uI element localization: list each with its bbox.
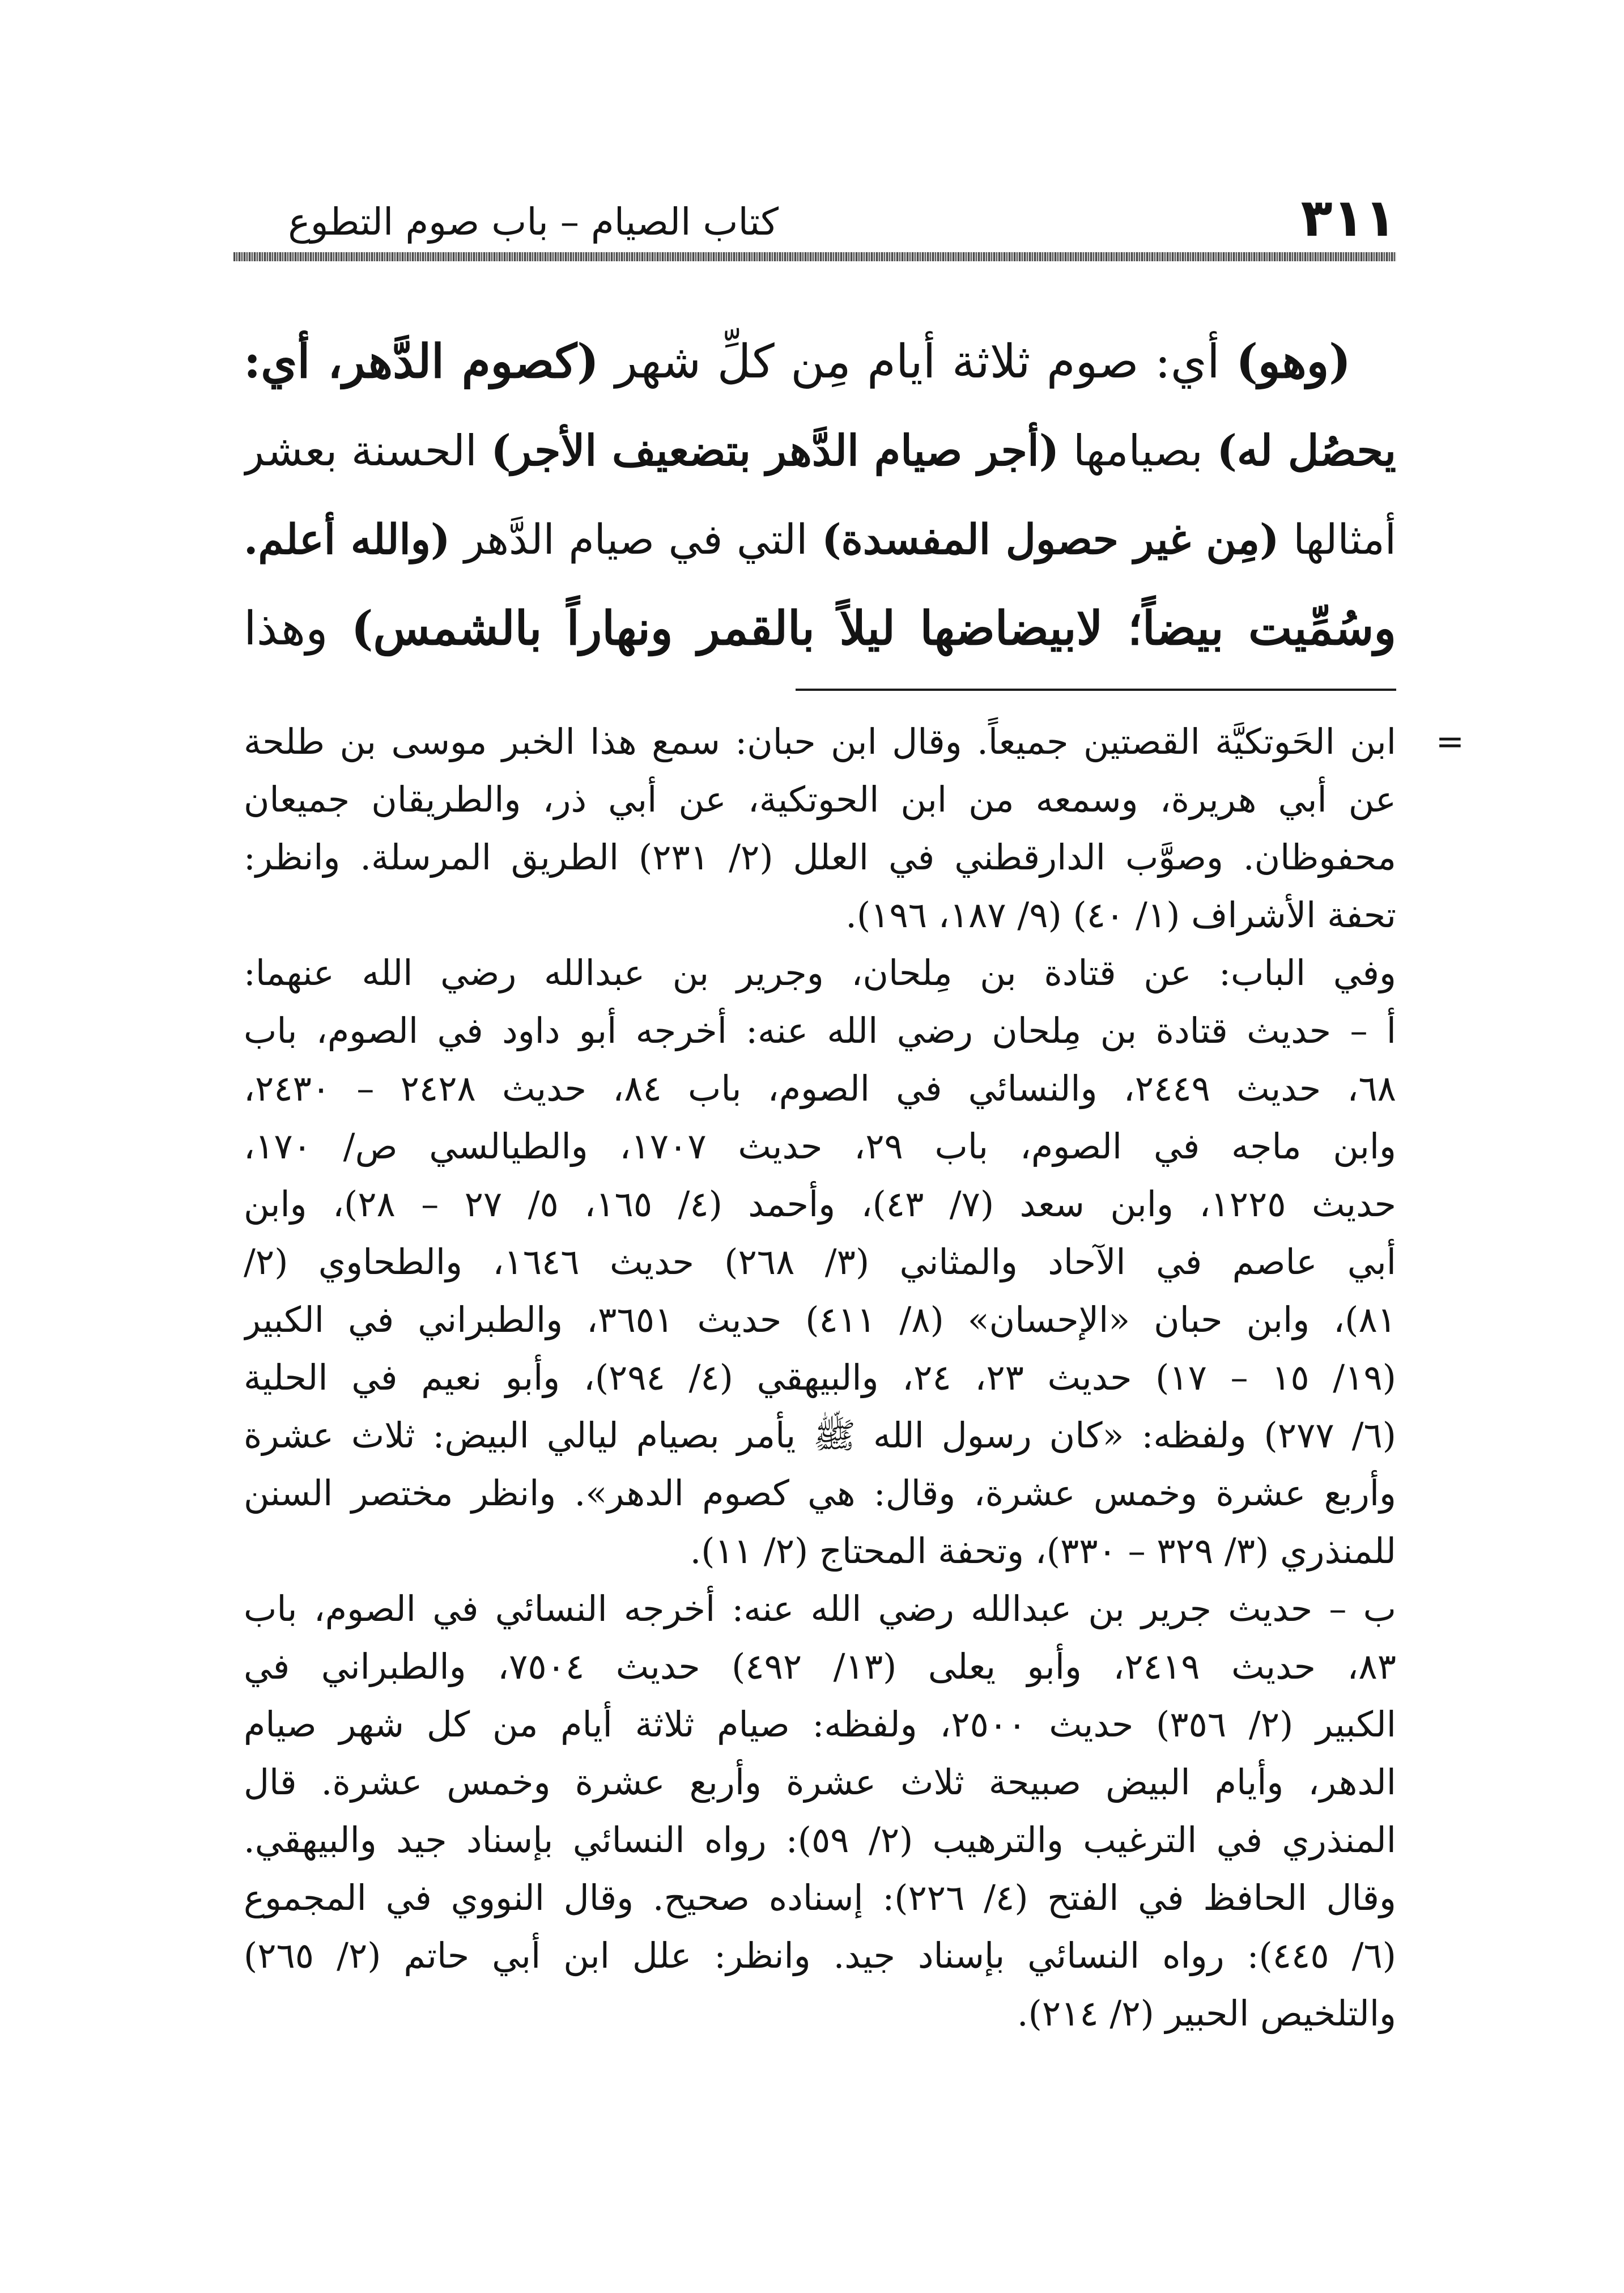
footnote-line: حديث ١٢٢٥، وابن سعد (٧/ ٤٣)، وأحمد (٤/ ١٦٥، ٥/ ٢٧ – ٢٨)، وابن: [244, 1183, 1396, 1225]
footnote-line: ابن الحَوتكيَّة القصتين جميعاً. وقال ابن حبان: سمع هذا الخبر موسى بن طلحة: [244, 721, 1396, 762]
footnote-line: تحفة الأشراف (١/ ٤٠) (٩/ ١٨٧، ١٩٦).: [845, 894, 1396, 936]
matn-segment: (مِن غير حصول المفسدة): [822, 515, 1279, 564]
running-header: [233, 181, 1396, 261]
sharh-segment: أي: صوم ثلاثة أيام مِن كلِّ شهر: [598, 335, 1236, 389]
footnote-line: المنذري في الترغيب والترهيب (٢/ ٥٩): رواه النسائي بإسناد جيد والبيهقي.: [244, 1819, 1396, 1861]
footnote-line: ب – حديث جرير بن عبدالله رضي الله عنه: أخرجه النسائي في الصوم، باب: [244, 1588, 1396, 1629]
footnote-line: أ – حديث قتادة بن مِلحان رضي الله عنه: أخرجه أبو داود في الصوم، باب: [244, 1010, 1396, 1051]
footnote-line: للمنذري (٣/ ٣٢٩ – ٣٣٠)، وتحفة المحتاج (٢/ ١١).: [690, 1530, 1396, 1572]
footnote-line: والتلخيص الحبير (٢/ ٢١٤).: [1017, 1993, 1396, 2034]
footnote-line: ٦٨، حديث ٢٤٤٩، والنسائي في الصوم، باب ٨٤، حديث ٢٤٢٨ – ٢٤٣٠،: [244, 1068, 1396, 1109]
matn-segment: (والله أعلم.: [244, 515, 450, 564]
main-line: [244, 317, 1396, 406]
main-line: [244, 495, 1396, 584]
footnote-line: ٨١)، وابن حبان «الإحسان» (٨/ ٤١١) حديث ٣٦٥١، والطبراني في الكبير: [244, 1299, 1396, 1340]
sharh-segment: أمثالها: [1279, 516, 1396, 564]
footnote-line: ٨٣، حديث ٢٤١٩، وأبو يعلى (١٣/ ٤٩٢) حديث ٧٥٠٤، والطبراني في: [244, 1646, 1396, 1687]
footnote-line: وقال الحافظ في الفتح (٤/ ٢٢٦): إسناده صحيح. وقال النووي في المجموع: [244, 1877, 1396, 1918]
footnote-line: محفوظان. وصوَّب الدارقطني في العلل (٢/ ٢٣١) الطريق المرسلة. وانظر:: [244, 836, 1396, 878]
matn-segment: (كصوم الدَّهر، أي:: [244, 334, 599, 389]
footnote-line: وابن ماجه في الصوم، باب ٢٩، حديث ١٧٠٧، والطيالسي ص/ ١٧٠،: [244, 1126, 1396, 1167]
sharh-segment: التي في صيام الدَّهر: [450, 516, 822, 564]
matn-segment: يحصُل له): [1217, 426, 1396, 475]
main-line: [244, 406, 1396, 495]
main-commentary: [244, 317, 1396, 673]
footnote-line: الدهر، وأيام البيض صبيحة ثلاث عشرة وأربع عشرة وخمس عشرة. قال: [244, 1761, 1396, 1803]
footnote-line: (٦/ ٢٧٧) ولفظه: «كان رسول الله ﷺ يأمر بصيام ليالي البيض: ثلاث عشرة: [244, 1415, 1396, 1456]
sharh-segment: وهذا: [244, 602, 351, 656]
running-title: كتاب الصيام – باب صوم التطوع: [288, 200, 779, 244]
header-rule: [233, 252, 1396, 261]
page-number: ٣١١: [1300, 188, 1396, 248]
matn-segment: (وهو): [1236, 334, 1351, 389]
footnote-separator: [796, 689, 1396, 691]
footnote-line: عن أبي هريرة، وسمعه من ابن الحوتكية، عن أبي ذر، والطريقان جميعان: [244, 779, 1396, 820]
footnote-line: وأربع عشرة وخمس عشرة، وقال: هي كصوم الدهر». وانظر مختصر السنن: [244, 1472, 1396, 1514]
footnote-block: [244, 713, 1464, 2043]
footnote-line: الكبير (٢/ ٣٥٦) حديث ٢٥٠٠، ولفظه: صيام ثلاثة أيام من كل شهر صيام: [244, 1704, 1396, 1745]
matn-segment: وسُمِّيت بيضاً؛ لابيضاضها ليلاً بالقمر ونهاراً بالشمس): [351, 601, 1396, 656]
footnote-line: (٦/ ٤٤٥): رواه النسائي بإسناد جيد. وانظر: علل ابن أبي حاتم (٢/ ٢٦٥): [244, 1935, 1396, 1976]
footnote-line: أبي عاصم في الآحاد والمثاني (٣/ ٢٦٨) حديث ١٦٤٦، والطحاوي (٢/: [244, 1241, 1396, 1283]
sharh-segment: الحسنة بعشر: [244, 426, 491, 475]
footnote-line: (١٩/ ١٥ – ١٧) حديث ٢٣، ٢٤، والبيهقي (٤/ ٢٩٤)، وأبو نعيم في الحلية: [244, 1357, 1396, 1398]
matn-segment: (أجر صيام الدَّهر بتضعيف الأجر): [491, 426, 1060, 475]
main-line: [244, 584, 1396, 673]
sharh-segment: بصيامها: [1059, 426, 1217, 475]
footnotes: [244, 713, 1464, 2043]
continuation-mark: =: [1435, 722, 1464, 762]
footnote-line: وفي الباب: عن قتادة بن مِلحان، وجرير بن عبدالله رضي الله عنهما:: [244, 952, 1396, 993]
